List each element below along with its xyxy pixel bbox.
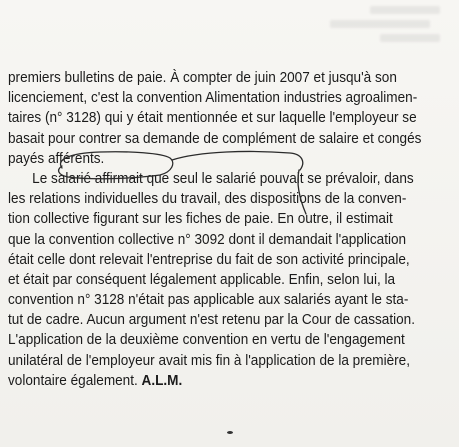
text-line: était celle dont relevait l'entreprise du fait de son activité principale, <box>8 251 410 268</box>
text-line-last <box>8 371 423 391</box>
text-line: licenciement, c'est la convention Alimentation industries agroalimen- <box>8 90 418 107</box>
text-line: L'application de la deuxième convention en vertu de l'engagement <box>8 332 405 349</box>
text-line: et était par conséquent légalement applicable. Enfin, selon lui, la <box>8 271 396 288</box>
text-line: payés afférents. <box>8 150 105 167</box>
text-line: premiers bulletins de paie. À compter de juin 2007 et jusqu'à son <box>8 70 397 86</box>
text-line: unilatéral de l'employeur avait mis fin à l'application de la première, <box>8 352 411 369</box>
text-line: tut de cadre. Aucun argument n'est retenu par la Cour de cassation. <box>8 312 415 329</box>
article-body <box>8 68 423 391</box>
text-line: Le salarié affirmait que seul le salarié pouvait se prévaloir, dans <box>32 170 414 187</box>
text-line: tion collective figurant sur les fiches de paie. En outre, il estimait <box>8 211 393 228</box>
last-line-text: volontaire également. <box>8 372 142 389</box>
text-line: basait pour contrer sa demande de complément de salaire et congés <box>8 130 422 147</box>
text-line: les relations individuelles du travail, des dispositions de la conven- <box>8 191 407 208</box>
faded-bleedthrough-text <box>330 6 440 48</box>
text-line: que la convention collective n° 3092 dont il demandait l'application <box>8 231 407 248</box>
author-initials: A.L.M. <box>141 372 183 389</box>
text-line: convention n° 3128 n'était pas applicable aux salariés ayant le sta- <box>8 292 409 309</box>
text-line: taires (n° 3128) qui y était mentionnée et sur laquelle l'employeur se <box>8 110 417 127</box>
ink-mark <box>227 431 233 434</box>
